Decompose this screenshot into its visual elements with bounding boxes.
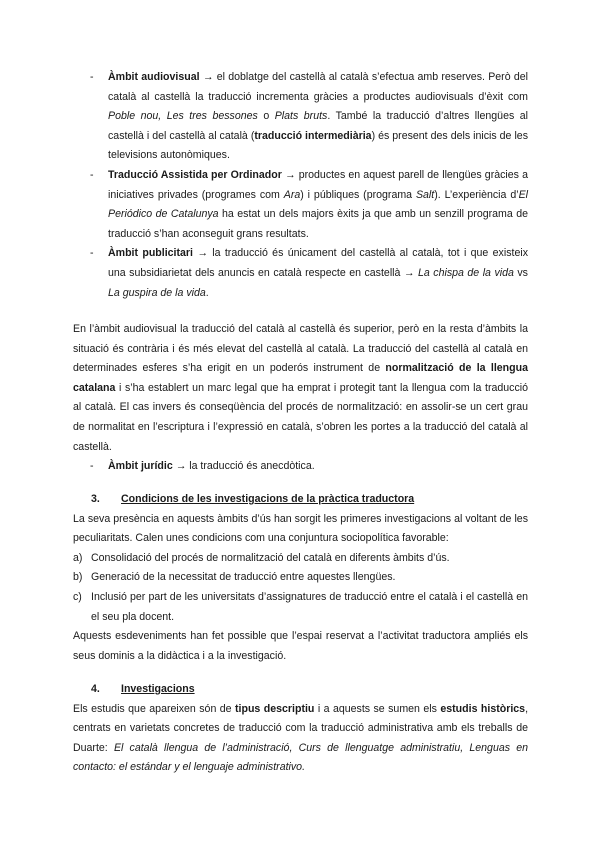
list-item-a [73,549,528,569]
bullet-item-juridic [73,457,528,477]
bold-term: tipus descriptiu [235,702,315,715]
title-ref: El Periódico de Catalunya [108,188,528,221]
section-4 [73,680,528,778]
section-number: 3. [91,493,100,505]
section-title: Investigacions [121,683,195,695]
bullet-text: vs [513,266,528,279]
bullet-item-tao [73,166,528,244]
list-text: Inclusió per part de les universitats d’assignatures de traducció entre el català i el castellà en el seu pla docent. [91,590,528,623]
paragraph-text: En l’àmbit audiovisual la traducció del català al castellà és superior, però en la resta d’àmbits la situació és contrària i és més elevat del castellà al català. La traducció del castellà al català en determinades esferes s’ha erigit en un poderós instrument de [73,323,528,375]
title-ref: Ara [283,188,301,201]
title-ref: El català llengua de l’administració, Curs de llenguatge administratiu, Lenguas en contacto: el estándar y el lenguaje administrativo. [73,741,528,774]
section-title: Condicions de les investigacions de la pràctica traductora [121,493,415,505]
bullet-marker: - [90,460,94,473]
section-3-closing: Aquests esdeveniments han fet possible que l’espai reservat a l’activitat traductora ampliés els seus dominis a la didàctica i a la investigació. [73,630,528,662]
list-item-c [73,588,528,627]
title-ref: Plats bruts [274,110,328,123]
bold-term: estudis històrics [440,702,526,715]
bold-term: normalització de la llengua catalana [73,362,528,394]
section-3-intro: La seva presència en aquests àmbits d’ús han sorgit les primeres investigacions al voltant de les peculiaritats. Calen unes condicions com una conjuntura sociopolítica favorable: [73,512,528,545]
section-number: 4. [91,683,100,695]
list-marker: b) [73,571,83,584]
bullet-text: ) és present des dels inicis de les televisions autonòmiques. [108,129,528,162]
bullet-marker: - [90,71,94,83]
bullet-title: Àmbit publicitari [108,247,193,260]
section-4-heading [73,680,528,700]
bold-term: traducció intermediària [254,129,372,142]
list-item-b [73,568,528,588]
bullet-item-audiovisual [73,68,528,166]
title-ref: La chispa de la vida [418,266,514,279]
list-text: Generació de la necessitat de traducció entre aquestes llengües. [91,571,396,584]
paragraph-text: Els estudis que apareixen són de [73,702,236,715]
bullet-marker: - [90,168,94,181]
paragraph-block [73,320,528,477]
bullet-text: . També la traducció d’altres llengües al castellà i del castellà al català ( [108,110,529,142]
section-3-heading [73,490,528,510]
bullet-text: ) i públiques (programa [300,188,416,201]
bullet-text: → la traducció és anecdòtica. [172,460,315,473]
list-text: Consolidació del procés de normalització del català en diferents àmbits d’ús. [91,551,450,564]
bullet-title: Àmbit jurídic [108,460,173,473]
title-ref: Salt [415,188,435,201]
bullet-text: ha estat un dels majors èxits ja que amb un senzill programa de traducció s’han aconseguit grans resultats. [108,208,528,240]
bullet-text: → productes en aquest parell de llengües gràcies a iniciatives privades (programes com [108,168,528,201]
paragraph-text: i a aquests se sumen els [314,702,441,715]
paragraph-text: , centrats en varietats concretes de traducció com la traducció administrativa amb els treballs de Duarte: [73,702,529,754]
title-ref: La guspira de la vida [108,286,206,299]
bullet-text: → el doblatge del castellà al català s’efectua amb reserves. Però del català al castellà la traducció incrementa gràcies a productes audiovisuals d’èxit com [108,71,528,103]
bullet-text: → la traducció és únicament del castellà al català, tot i que existeix una subsidiarietat dels anuncis en català respecte en castellà → [108,247,528,279]
section-3 [73,490,528,666]
bullet-text: . [205,286,209,299]
list-marker: a) [73,551,83,564]
bullet-text: ). L’experiència d’ [434,188,519,201]
bullet-text: o [257,110,275,123]
paragraph-audiovisual [73,320,528,457]
bullet-item-publicitari [73,244,528,303]
paragraph-text: i s’ha establert un marc legal que ha emprat i protegit tant la llengua com la traducció al català. El cas invers és conseqüència del procés de normalització: en assolir-se un cert grau de normalitat en l’escriptura i l’expressió en català, s’obren les portes a la traducció del català al castellà. [73,381,528,453]
bullet-title: Àmbit audiovisual [108,71,200,83]
bullet-marker: - [90,247,94,260]
bullet-list-top [73,68,528,303]
list-marker: c) [73,590,82,603]
section-4-paragraph [73,700,528,778]
bullet-title: Traducció Assistida per Ordinador [108,168,282,181]
title-ref: Poble nou, Les tres bessones [108,110,258,123]
